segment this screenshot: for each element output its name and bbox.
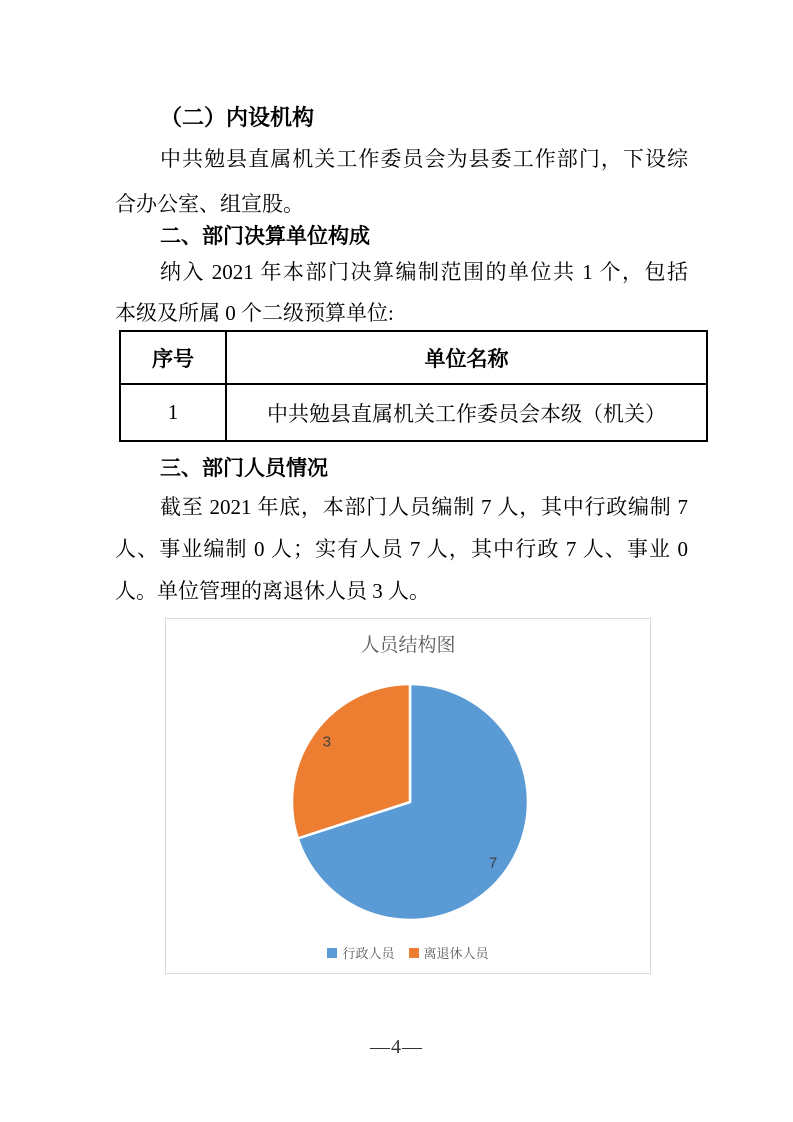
pie-data-label: 7 [488,854,498,872]
para-line: 纳入 2021 年本部门决算编制范围的单位共 1 个，包括 [160,260,688,284]
table-header-unit-name: 单位名称 [226,331,707,384]
chart-title: 人员结构图 [360,635,456,656]
heading-text: （二）内设机构 [160,105,315,130]
legend-swatch-icon [327,948,337,958]
table-cell-seq: 1 [120,384,226,441]
para-unit-composition [115,252,688,334]
para-line: 人。单位管理的离退休人员 3 人。 [115,579,430,603]
legend-item [409,943,489,962]
para-line: 中共勉县直属机关工作委员会为县委工作部门，下设综 [160,147,688,171]
page-number: —4— [370,1036,423,1058]
para-line: 合办公室、组宣股。 [115,192,304,216]
para-line: 人、事业编制 0 人；实有人员 7 人，其中行政 7 人、事业 0 [115,537,688,561]
legend-item [327,943,394,962]
heading-internal-org [115,95,688,140]
table-row [120,384,707,441]
legend-label: 行政人员 [342,946,395,961]
budget-units-table [119,330,708,442]
table-header-seq: 序号 [120,331,226,384]
heading-text: 二、部门决算单位构成 [160,225,370,248]
heading-personnel [115,446,688,491]
personnel-pie-chart [165,618,651,974]
para-personnel [115,486,688,612]
legend-label: 离退休人员 [423,946,489,961]
chart-legend [166,943,650,962]
pie-chart-svg [166,619,652,975]
table-cell-unit-name: 中共勉县直属机关工作委员会本级（机关） [226,384,707,441]
legend-swatch-icon [409,948,419,958]
pie-data-label: 3 [322,733,332,751]
heading-text: 三、部门人员情况 [160,457,328,480]
para-line: 截至 2021 年底，本部门人员编制 7 人，其中行政编制 7 [160,495,688,519]
para-line: 本级及所属 0 个二级预算单位: [115,301,394,325]
table-header-row [120,331,707,384]
